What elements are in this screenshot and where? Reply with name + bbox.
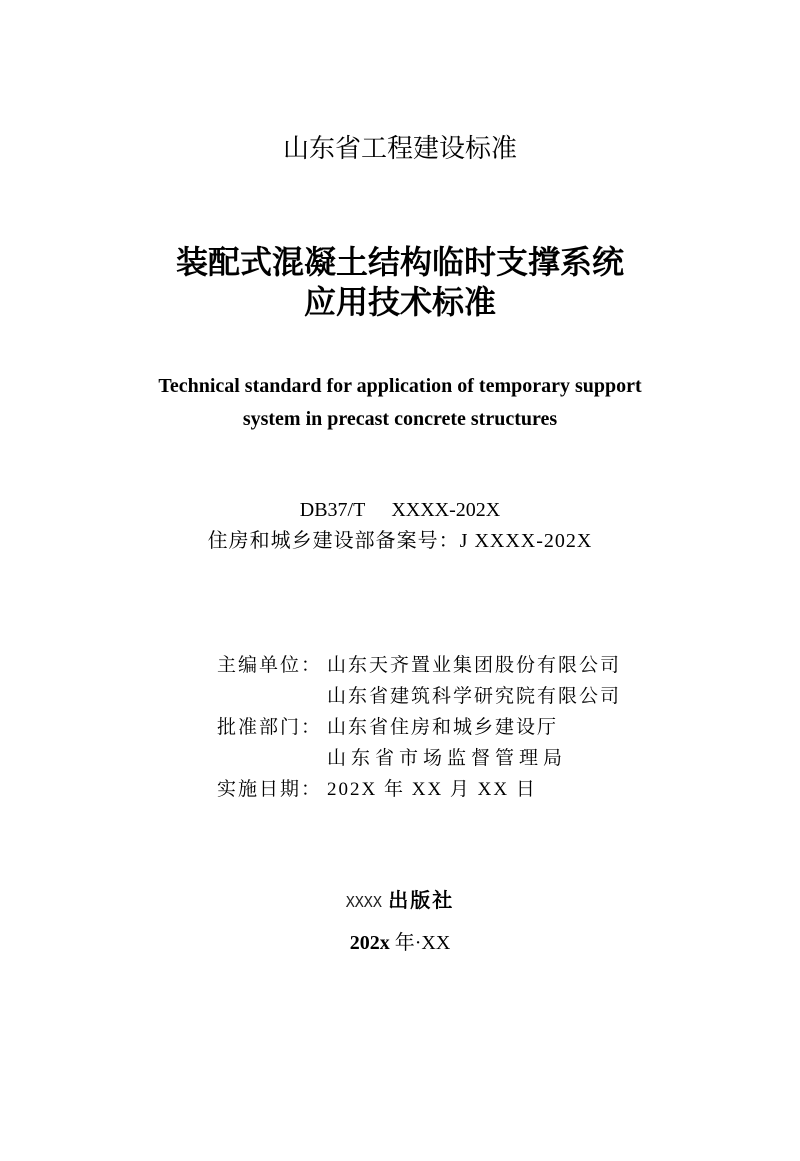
english-title-line-2: system in precast concrete structures	[242, 408, 558, 430]
publisher-label: 出版社	[388, 888, 455, 912]
publication-info-block	[217, 650, 621, 805]
publisher-name	[0, 885, 800, 917]
info-label	[217, 681, 327, 712]
publication-date	[0, 928, 800, 958]
info-row-effective-date	[217, 774, 621, 805]
info-label: 实施日期：	[217, 779, 323, 800]
info-label: 主编单位：	[217, 655, 323, 676]
info-value: 山东天齐置业集团股份有限公司	[327, 655, 622, 676]
english-title-line-1: Technical standard for application of temporary support	[158, 375, 642, 397]
info-row-approving-dept-2	[217, 743, 621, 774]
info-label	[217, 743, 327, 774]
record-label: 住房和城乡建设部备案号：	[207, 530, 460, 552]
standard-prefix: DB37/T	[299, 499, 366, 521]
publisher-prefix: XXXX	[345, 893, 382, 911]
info-row-chief-editor	[217, 650, 621, 681]
info-label: 批准部门：	[217, 717, 323, 738]
publication-month: 年·XX	[389, 932, 451, 954]
publication-year: 202x	[349, 932, 390, 954]
chinese-title-line-1: 装配式混凝土结构临时支撑系统	[175, 243, 624, 281]
record-number-line	[0, 526, 800, 556]
standard-number: XXXX-202X	[391, 499, 501, 521]
info-value: 202X 年 XX 月 XX 日	[327, 779, 537, 800]
info-value: 山东省住房和城乡建设厅	[327, 717, 559, 738]
info-row-approving-dept	[217, 712, 621, 743]
info-value: 山东省建筑科学研究院有限公司	[327, 686, 622, 707]
info-value: 山东省市场监督管理局	[327, 748, 568, 769]
standard-series-title: 山东省工程建设标准	[282, 134, 517, 164]
record-number: J XXXX-202X	[459, 530, 593, 552]
info-row-co-editor	[217, 681, 621, 712]
chinese-title-line-2: 应用技术标准	[303, 283, 496, 321]
standard-code	[0, 495, 800, 525]
